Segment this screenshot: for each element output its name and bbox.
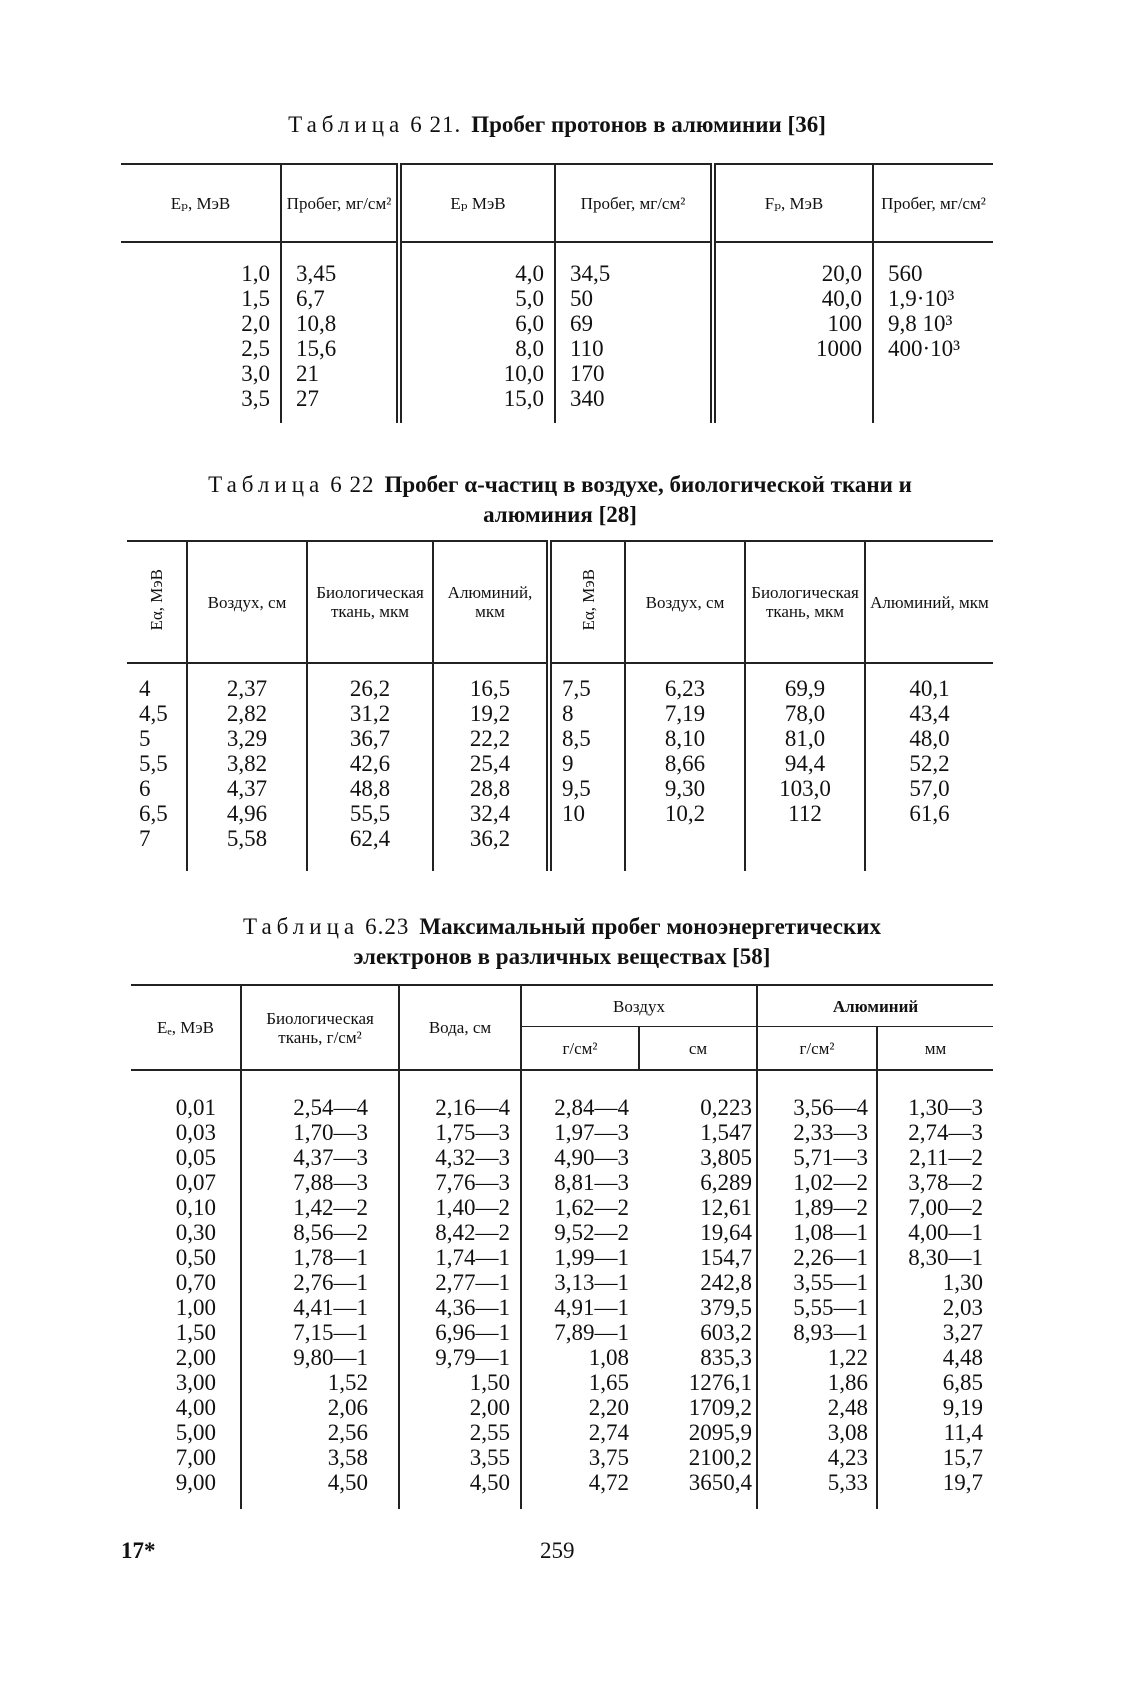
table-623	[131, 984, 993, 1509]
data-column: 69,9 78,0 81,0 94,4 103,0 112	[745, 663, 865, 871]
col-header: Пробег, мг/см²	[873, 164, 993, 242]
col-header: Биологическая ткань, г/см²	[241, 985, 399, 1070]
data-column: 3,56—4 2,33—3 5,71—3 1,02—2 1,89—2 1,08—1 2,26—1 3,55—1 5,55—1 8,93—1 1,22 1,86 2,48 3,08 4,23 5,33	[757, 1070, 877, 1509]
data-column: 4,0 5,0 6,0 8,0 10,0 15,0	[399, 242, 555, 423]
data-column: 560 1,9·10³ 9,8 10³ 400·10³	[873, 242, 993, 423]
table-label: Таблица	[208, 472, 325, 497]
data-column: 1,0 1,5 2,0 2,5 3,0 3,5	[241, 261, 270, 411]
data-column: 2,84—4 1,97—3 4,90—3 8,81—3 1,62—2 9,52—2 1,99—1 3,13—1 4,91—1 7,89—1 1,08 1,65 2,20 2,74 3,75 4,72	[521, 1070, 639, 1509]
col-header: Воздух, см	[187, 541, 307, 663]
col-header: Eₑ, МэВ	[131, 985, 241, 1070]
col-header: г/см²	[757, 1027, 877, 1071]
table-title-line1: Максимальный пробег моноэнергетических	[419, 914, 881, 939]
col-header: Биологическая ткань, мкм	[745, 541, 865, 663]
data-column: 26,2 31,2 36,7 42,6 48,8 55,5 62,4	[307, 663, 433, 871]
col-header: Пробег, мг/см²	[555, 164, 713, 242]
group-header-air: Воздух	[521, 985, 757, 1027]
data-column: 20,0 40,0 100 1000	[713, 242, 873, 423]
table-label: Таблица	[242, 914, 360, 939]
col-header: г/см²	[521, 1027, 639, 1071]
table-row	[127, 663, 993, 871]
col-header: Пробег, мг/см²	[281, 164, 399, 242]
table-title-line1: Пробег α-частиц в воздухе, биологической ткани и	[384, 472, 912, 497]
col-header: мм	[877, 1027, 993, 1071]
table-623-caption	[131, 912, 993, 972]
data-column: 7,5 8 8,5 9 9,5 10	[549, 663, 625, 871]
group-header-aluminium: Алюминий	[757, 985, 993, 1027]
data-column: 2,16—4 1,75—3 4,32—3 7,76—3 1,40—2 8,42—2 1,74—1 2,77—1 4,36—1 6,96—1 9,79—1 1,50 2,00 2,55 3,55 4,50	[399, 1070, 521, 1509]
page-number: 259	[540, 1538, 575, 1563]
data-column: 2,37 2,82 3,29 3,82 4,37 4,96 5,58	[187, 663, 307, 871]
col-header: Eₚ МэВ	[399, 164, 555, 242]
table-title-line2: алюминия [28]	[483, 502, 637, 527]
data-column: 6,23 7,19 8,10 8,66 9,30 10,2	[625, 663, 745, 871]
table-622-caption	[127, 470, 993, 530]
table-row	[131, 1070, 993, 1509]
col-header: Eₚ, МэВ	[121, 164, 281, 242]
data-column: 0,01 0,03 0,05 0,07 0,10 0,30 0,50 0,70 1,00 1,50 2,00 3,00 4,00 5,00 7,00 9,00	[175, 1095, 216, 1495]
data-column: 1,30—3 2,74—3 2,11—2 3,78—2 7,00—2 4,00—1 8,30—1 1,30 2,03 3,27 4,48 6,85 9,19 11,4 15,7 19,7	[877, 1070, 993, 1509]
signature-mark: 17*	[121, 1538, 156, 1563]
table-number: 6.23	[365, 914, 410, 939]
table-title-line2: электронов в различных веществах [58]	[353, 944, 771, 969]
data-column: 2,54—4 1,70—3 4,37—3 7,88—3 1,42—2 8,56—2 1,78—1 2,76—1 4,41—1 7,15—1 9,80—1 1,52 2,06 2,56 3,58 4,50	[241, 1070, 399, 1509]
col-header: Биологическая ткань, мкм	[307, 541, 433, 663]
data-column: 40,1 43,4 48,0 52,2 57,0 61,6	[865, 663, 993, 871]
data-column: 16,5 19,2 22,2 25,4 28,8 32,4 36,2	[433, 663, 549, 871]
table-621	[121, 163, 993, 423]
table-row	[121, 242, 993, 423]
table-number: 6 21.	[410, 112, 462, 137]
col-header: см	[639, 1027, 757, 1071]
col-header: Алюминий, мкм	[865, 541, 993, 663]
col-header: Алюминий, мкм	[433, 541, 549, 663]
table-622	[127, 540, 993, 871]
col-header: Eα, МэВ	[127, 541, 187, 663]
col-header: Fₚ, МэВ	[713, 164, 873, 242]
table-number: 6 22	[330, 472, 375, 497]
col-header: Воздух, см	[625, 541, 745, 663]
table-title: Пробег протонов в алюминии [36]	[471, 112, 826, 137]
data-column: 0,223 1,547 3,805 6,289 12,61 19,64 154,7 242,8 379,5 603,2 835,3 1276,1 1709,2 2095,9 2100,2 3650,4	[688, 1095, 752, 1495]
data-column: 34,5 50 69 110 170 340	[555, 242, 713, 423]
data-column: 3,45 6,7 10,8 15,6 21 27	[281, 242, 399, 423]
table-621-caption	[121, 110, 993, 140]
data-column: 4 4,5 5 5,5 6 6,5 7	[139, 676, 168, 851]
col-header: Eα, МэВ	[549, 541, 625, 663]
col-header: Вода, см	[399, 985, 521, 1070]
table-label: Таблица	[288, 112, 405, 137]
